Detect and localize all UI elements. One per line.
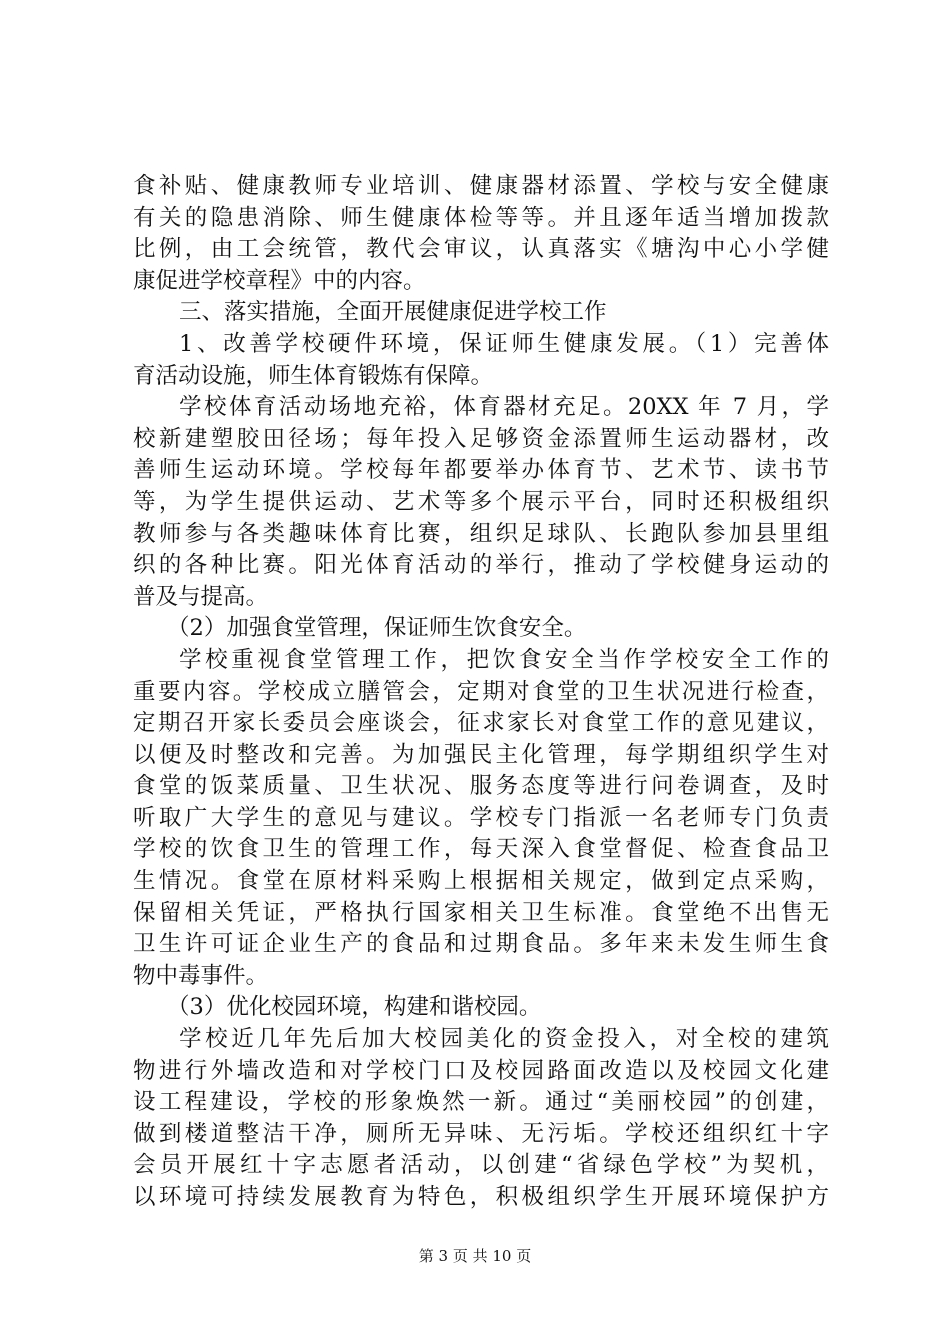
paragraph-line: 学校体育活动场地充裕，体育器材充足。20XX 年 7 月，学	[179, 394, 829, 421]
subsection-heading: （2）加强食堂管理，保证师生饮食安全。	[167, 615, 587, 642]
paragraph-line: 会员开展红十字志愿者活动，以创建“省绿色学校”为契机，	[133, 1152, 829, 1179]
page-number-footer: 第 3 页 共 10 页	[418, 1247, 532, 1265]
paragraph-line: 听取广大学生的意见与建议。学校专门指派一名老师专门负责	[133, 804, 829, 831]
paragraph-line: 设工程建设，学校的形象焕然一新。通过“美丽校园”的创建，	[133, 1089, 829, 1116]
paragraph-line: 卫生许可证企业生产的食品和过期食品。多年来未发生师生食	[133, 931, 829, 958]
paragraph-line: 物中毒事件。	[133, 962, 269, 989]
paragraph-line: 学校近几年先后加大校园美化的资金投入，对全校的建筑	[179, 1026, 829, 1053]
paragraph-line: 1、改善学校硬件环境，保证师生健康发展。（1）完善体	[179, 330, 829, 357]
paragraph-line: 校新建塑胶田径场；每年投入足够资金添置师生运动器材，改	[133, 425, 829, 452]
paragraph-line: 物进行外墙改造和对学校门口及校园路面改造以及校园文化建	[133, 1057, 829, 1084]
section-heading: 三、落实措施，全面开展健康促进学校工作	[179, 299, 607, 326]
paragraph-line: 教师参与各类趣味体育比赛，组织足球队、长跑队参加县里组	[133, 520, 829, 547]
document-body	[133, 171, 829, 1214]
paragraph-line: 食堂的饭菜质量、卫生状况、服务态度等进行问卷调查，及时	[133, 773, 829, 800]
paragraph-line: 等，为学生提供运动、艺术等多个展示平台，同时还积极组织	[133, 488, 829, 515]
paragraph-line: 保留相关凭证，严格执行国家相关卫生标准。食堂绝不出售无	[133, 899, 829, 926]
paragraph-line: 学校的饮食卫生的管理工作，每天深入食堂督促、检查食品卫	[133, 836, 829, 863]
paragraph-line: 康促进学校章程》中的内容。	[133, 267, 426, 294]
paragraph-line: 做到楼道整洁干净，厕所无异味、无污垢。学校还组织红十字	[133, 1120, 829, 1147]
paragraph-line: 育活动设施，师生体育锻炼有保障。	[133, 362, 494, 389]
paragraph-line: 普及与提高。	[133, 583, 269, 610]
paragraph-line: 食补贴、健康教师专业培训、健康器材添置、学校与安全健康	[133, 173, 829, 199]
paragraph-line: 织的各种比赛。阳光体育活动的举行，推动了学校健身运动的	[133, 552, 829, 579]
paragraph-line: 重要内容。学校成立膳管会，定期对食堂的卫生状况进行检查，	[133, 678, 829, 705]
paragraph-line: 以便及时整改和完善。为加强民主化管理，每学期组织学生对	[133, 741, 829, 768]
paragraph-line: 善师生运动环境。学校每年都要举办体育节、艺术节、读书节	[133, 457, 829, 484]
paragraph-line: 有关的隐患消除、师生健康体检等等。并且逐年适当增加拨款	[133, 204, 829, 231]
paragraph-line: 以环境可持续发展教育为特色，积极组织学生开展环境保护方	[133, 1184, 829, 1210]
paragraph-line: 定期召开家长委员会座谈会，征求家长对食堂工作的意见建议，	[133, 710, 829, 737]
paragraph-line: 学校重视食堂管理工作，把饮食安全当作学校安全工作的	[179, 646, 829, 673]
paragraph-line: 生情况。食堂在原材料采购上根据相关规定，做到定点采购，	[133, 868, 829, 895]
paragraph-line: 比例，由工会统管，教代会审议，认真落实《塘沟中心小学健	[133, 236, 829, 263]
subsection-heading: （3）优化校园环境，构建和谐校园。	[167, 994, 542, 1021]
